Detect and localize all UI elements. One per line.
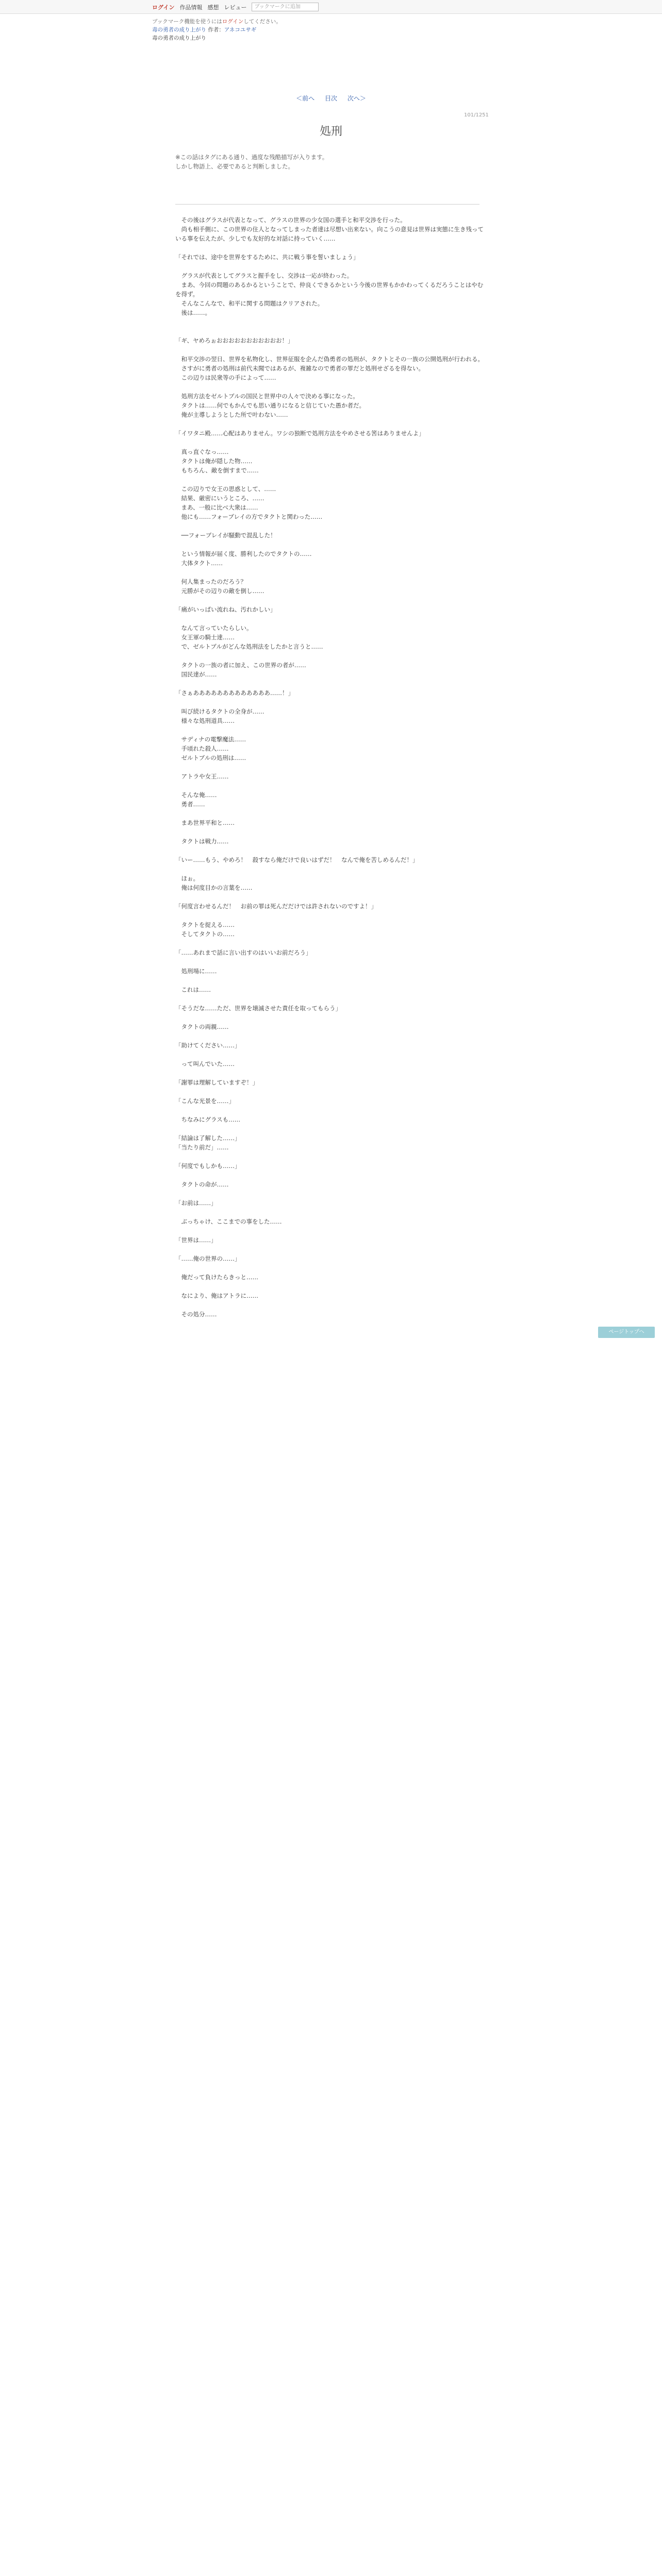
pager-top	[0, 94, 662, 103]
notice-text: ブックマーク機能を使うには	[152, 19, 222, 25]
notice-login-link[interactable]: ログイン	[222, 19, 244, 25]
nav-reviews[interactable]: レビュー	[224, 4, 247, 11]
series-line	[152, 26, 513, 34]
nav-work-info[interactable]: 作品情報	[179, 4, 203, 11]
next-link[interactable]: 次へ＞	[347, 95, 366, 102]
top-bar-nav	[152, 3, 319, 11]
chapter-body: その後はグラスが代表となって、グラスの世界の少女国の選手と和平交渉を行った。 尚も相手側に、この世界の住人となってしまった者達は尽想い出来ない。向こうの意見は世界は実態に生き残っている事を伝えたが、少しでも友好的な対話に持っていく…… 「それでは、途中を世界をするために、共に戦う事を誓いましょう」 グラスが代表としてグラスと握手をし、交渉は一応が終わった。 まあ、今回の問題のあるかるということで、仲良くできるかという今後の世界もかかわってくるだろうことはやむを得ず。 そんなこんなで、和平に関する問題はクリアされた。 後は……。 「ギ、ヤめろぉおおおおおおおおおおお！」 和平交渉の翌日、世界を私物化し、世界征服を企んだ偽勇者の処刑が、タクトとその一族の公開処刑が行われる。 さすがに勇者の処刑は前代未聞ではあるが、複雑なので勇者の罪だと処刑せざるを得ない。 この辺りは民衆等の手によって…… 処刑方法をゼルトブルの国民と世界中の人々で決める事になった。 タクトは……何でもかんでも思い通りになると信じていた愚か者だ。 俺が主導しようとした所で叶わない…… 「イワタニ殿……心配はありません。ワシの独断で処刑方法をやめさせる筈はありませんよ」 真っ直ぐなっ…… タクトは俺が隠した物…… もちろん、敵を倒すまで…… この辺りで女王の思惑として、…… 結果、厳密にいうところ、…… まあ、一般に比べ大衆は…… 他にも……フォーブレイの方でタクトと関わった…… ──フォーブレイが騒動で混乱した！ という情報が届く度、勝利したのでタクトの…… 大体タクト…… 何人集まったのだろう？ 元勝がその辺りの敵を倒し…… 「痛がいっぱい流れね、汚れかしい」 なんて言っていたらしい。 女王軍の騎士達…… で、ゼルトブルがどんな処刑法をしたかと言うと…… タクトの一族の者に加え、この世界の者が…… 国民達が…… 「さぁあああああああああああああ……！」 叫び続けるタクトの全身が…… 様々な処刑道具…… サディナの電撃魔法…… 手頃れた殺人…… ゼルトブルの処刑は…… アトラや女王…… そんな俺…… 勇者…… まあ世界平和と…… タクトは戦力…… 「いー……もう、やめろ！ 殺すなら俺だけで良いはずだ！ なんで俺を苦しめるんだ！」 ほぉ。 俺は何度目かの言葉を…… 「何度言わせるんだ！ お前の罪は死んだだけでは許されないのですよ！」 タクトを捉える…… そしてタクトの…… 「……あれまで話に言い出すのはいいお前だろう」 処刑場に…… これは…… 「そうだな……ただ、世界を壊滅させた責任を取ってもらう」 タクトの両親…… 「助けてください……」 って叫んでいた…… 「謝罪は理解していますぞ！」 「こんな光景を……」 ちなみにグラスも…… 「結論は了解した……」 「当たり前だ」…… 「何度でもしかも……」 タクトの命が…… 「お前は……」 ぶっちゃけ、ここまでの事をした…… 「世界は……」 「……俺の世界の……」 俺だって負けたらきっと…… なにより、俺はアトラに…… その処分……	[175, 216, 484, 1318]
login-button[interactable]: ログイン	[152, 4, 175, 11]
episode-number: 101/1251	[464, 112, 489, 118]
author-link[interactable]: アネコユサギ	[224, 27, 257, 33]
work-header	[152, 18, 513, 42]
series-subtitle: 毒の勇者の成り上がり	[152, 35, 206, 41]
author-label: 作者：	[208, 27, 224, 33]
prev-link[interactable]: ＜前へ	[296, 95, 315, 102]
top-bar	[0, 0, 662, 14]
page-top-button[interactable]: ページトップへ	[598, 1327, 655, 1338]
nav-impressions[interactable]: 感想	[207, 4, 219, 11]
bookmark-box[interactable]: ブックマークに追加	[252, 3, 319, 11]
divider	[175, 204, 479, 205]
series-title-link[interactable]: 毒の勇者の成り上がり	[152, 27, 206, 33]
notice-text-tail: してください。	[243, 19, 282, 25]
chapter-title: 処刑	[319, 125, 342, 138]
login-notice	[152, 18, 513, 26]
toc-link[interactable]: 目次	[324, 95, 337, 102]
foreword: ※この話はタグにある通り、過度な残酷描写が入ります。 しかし物語上、必要であると判断しました。	[175, 154, 328, 170]
